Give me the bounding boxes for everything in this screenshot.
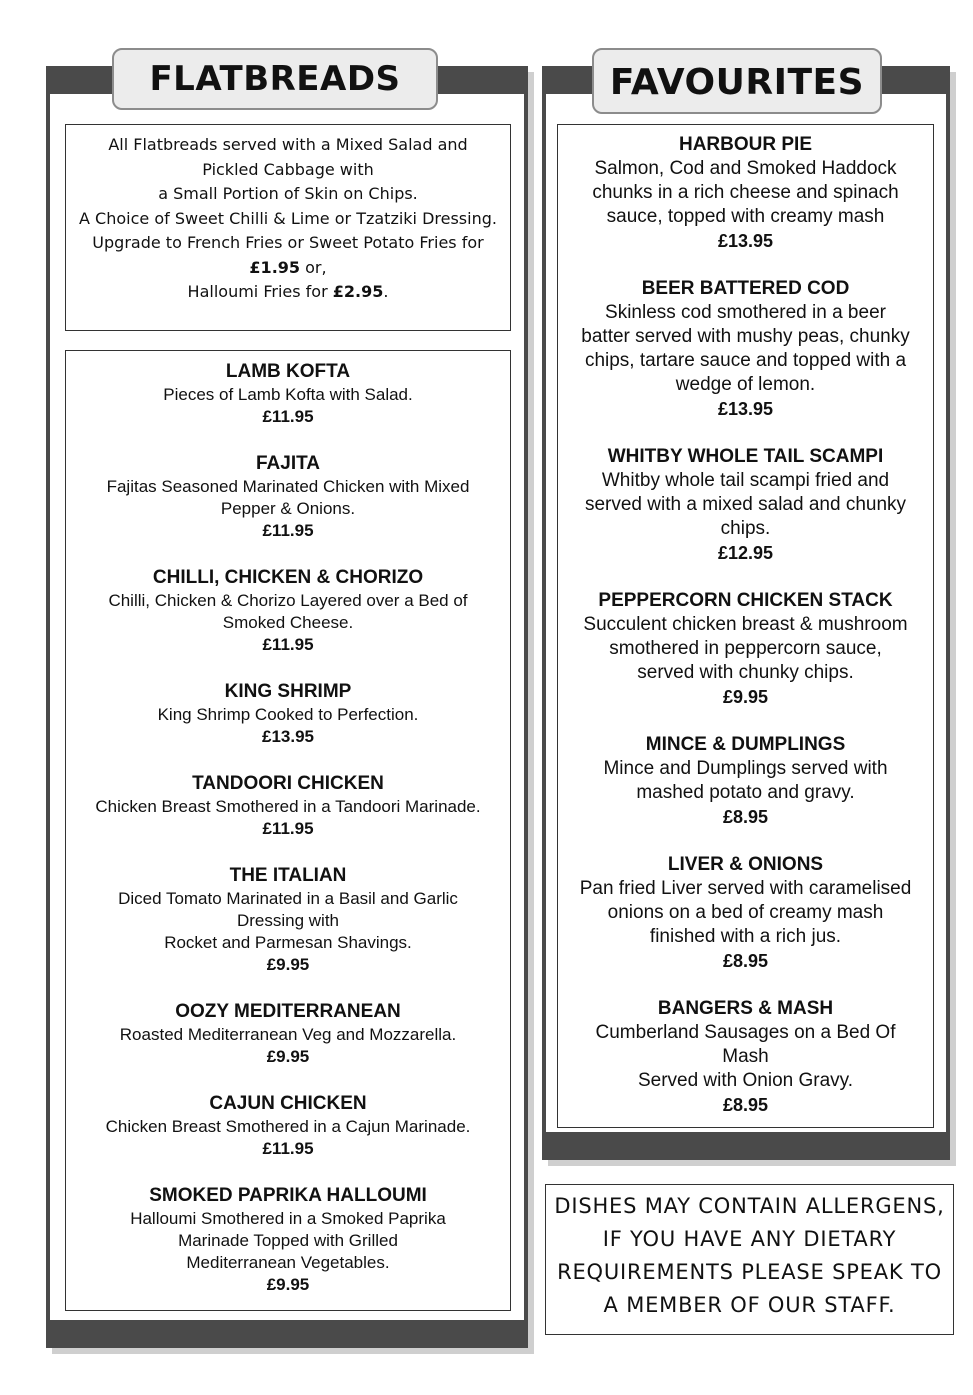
item-description: Dressing with (236, 911, 340, 930)
item-price: £9.95 (266, 955, 310, 974)
allergen-line: REQUIREMENTS PLEASE SPEAK TO (557, 1260, 942, 1284)
halloumi-fries-price: £2.95 (332, 282, 384, 301)
item-description: wedge of lemon. (675, 374, 816, 395)
item-description: Skinless cod smothered in a beer (605, 302, 886, 323)
item-description: onions on a bed of creamy mash (607, 902, 884, 923)
favourites-items-box (557, 124, 934, 1128)
menu-item (558, 733, 933, 829)
item-name: HARBOUR PIE (678, 134, 812, 155)
item-name: PEPPERCORN CHICKEN STACK (598, 590, 893, 611)
menu-item (66, 360, 510, 428)
item-name: KING SHRIMP (224, 681, 352, 702)
panel-shadow (548, 1160, 956, 1166)
menu-item (66, 566, 510, 656)
item-price: £11.95 (262, 819, 314, 838)
item-price: £13.95 (717, 231, 774, 251)
item-description: Smoked Cheese. (222, 613, 354, 632)
item-description: Chilli, Chicken & Chorizo Layered over a Bed of (108, 591, 468, 610)
item-description: chunks in a rich cheese and spinach (592, 182, 899, 203)
item-description: smothered in peppercorn sauce, (609, 638, 882, 659)
item-description: sauce, topped with creamy mash (606, 206, 885, 227)
allergen-line: IF YOU HAVE ANY DIETARY (602, 1227, 897, 1251)
item-name: BEER BATTERED COD (641, 278, 850, 299)
item-description: Pan fried Liver served with caramelised (579, 878, 912, 899)
menu-item (66, 680, 510, 748)
item-name: SMOKED PAPRIKA HALLOUMI (149, 1185, 427, 1206)
panel-footer-bar (46, 1320, 528, 1348)
menu-item (66, 452, 510, 542)
flatbreads-intro-box (65, 124, 511, 331)
item-description: Rocket and Parmesan Shavings. (164, 933, 412, 952)
panel-shadow (950, 72, 956, 1166)
item-description: Mince and Dumplings served with (603, 758, 888, 779)
item-price: £13.95 (262, 727, 314, 746)
item-name: CAJUN CHICKEN (209, 1093, 367, 1114)
allergen-line: DISHES MAY CONTAIN ALLERGENS, (554, 1194, 945, 1218)
panel-edge (524, 66, 528, 1348)
item-name: WHITBY WHOLE TAIL SCAMPI (607, 446, 884, 467)
allergen-line: A MEMBER OF OUR STAFF. (603, 1293, 896, 1317)
item-description: Roasted Mediterranean Veg and Mozzarella. (119, 1025, 457, 1044)
item-price: £11.95 (262, 635, 314, 654)
menu-item (558, 445, 933, 565)
flatbreads-intro (66, 125, 510, 305)
panel-edge (46, 66, 50, 1348)
intro-line: a Small Portion of Skin on Chips. (158, 184, 418, 203)
item-description: Halloumi Smothered in a Smoked Paprika (130, 1209, 446, 1228)
flatbreads-items-box (65, 350, 511, 1311)
item-name: TANDOORI CHICKEN (192, 773, 384, 794)
item-description: Pepper & Onions. (220, 499, 356, 518)
menu-item (66, 772, 510, 840)
item-description: batter served with mushy peas, chunky (581, 326, 910, 347)
item-description: served with chunky chips. (637, 662, 854, 683)
intro-line (66, 256, 510, 281)
intro-text: or, (300, 257, 327, 277)
menu-item (558, 277, 933, 421)
item-description: Chicken Breast Smothered in a Cajun Marinade. (105, 1117, 471, 1136)
item-description: Succulent chicken breast & mushroom (583, 614, 908, 635)
item-description: served with a mixed salad and chunky (584, 494, 907, 515)
item-price: £12.95 (717, 543, 774, 563)
menu-item (558, 997, 933, 1117)
item-description: Pieces of Lamb Kofta with Salad. (163, 385, 413, 404)
item-description: Mash (722, 1046, 769, 1067)
intro-line: A Choice of Sweet Chilli & Lime or Tzatziki Dressing. (79, 208, 497, 228)
menu-item (66, 1000, 510, 1068)
intro-line: Pickled Cabbage with (202, 159, 374, 179)
flatbreads-item-list (66, 360, 510, 1296)
item-description: finished with a rich jus. (649, 926, 842, 947)
item-name: CHILLI, CHICKEN & CHORIZO (152, 567, 424, 588)
item-price: £9.95 (722, 687, 769, 707)
item-description: Mediterranean Vegetables. (186, 1253, 390, 1272)
favourites-item-list (558, 133, 933, 1117)
intro-text: Halloumi Fries for (187, 282, 333, 301)
item-price: £9.95 (266, 1275, 310, 1294)
item-price: £8.95 (722, 951, 769, 971)
item-name: LAMB KOFTA (225, 361, 351, 382)
item-description: King Shrimp Cooked to Perfection. (157, 705, 419, 724)
item-description: chips, tartare sauce and topped with a (584, 350, 907, 371)
upgrade-price: £1.95 (249, 257, 301, 277)
intro-line: All Flatbreads served with a Mixed Salad and (108, 135, 468, 154)
intro-text: . (383, 282, 389, 301)
item-description: Whitby whole tail scampi fried and (601, 470, 890, 491)
item-description: Fajitas Seasoned Marinated Chicken with Mixed (106, 477, 470, 496)
item-description: Marinade Topped with Grilled (178, 1231, 398, 1250)
item-name: OOZY MEDITERRANEAN (175, 1001, 401, 1022)
item-price: £8.95 (722, 1095, 769, 1115)
item-description: Cumberland Sausages on a Bed Of (595, 1022, 896, 1043)
item-price: £13.95 (717, 399, 774, 419)
item-price: £11.95 (262, 407, 314, 426)
panel-shadow (52, 1348, 534, 1354)
favourites-title: FAVOURITES (592, 48, 882, 114)
item-description: Served with Onion Gravy. (637, 1070, 854, 1091)
item-price: £9.95 (266, 1047, 310, 1066)
menu-item (558, 853, 933, 973)
item-name: LIVER & ONIONS (667, 854, 824, 875)
item-price: £8.95 (722, 807, 769, 827)
flatbreads-title: FLATBREADS (112, 48, 438, 110)
item-description: chips. (720, 518, 771, 539)
item-name: BANGERS & MASH (657, 998, 834, 1019)
item-price: £11.95 (262, 521, 314, 540)
item-description: Salmon, Cod and Smoked Haddock (594, 158, 897, 179)
allergen-notice (545, 1184, 954, 1335)
panel-edge (542, 66, 546, 1160)
panel-footer-bar (542, 1132, 950, 1160)
menu-item (558, 589, 933, 709)
item-description: mashed potato and gravy. (636, 782, 855, 803)
menu-item (66, 864, 510, 976)
item-name: THE ITALIAN (229, 865, 347, 886)
item-description: Diced Tomato Marinated in a Basil and Garlic (118, 889, 458, 908)
menu-item (66, 1092, 510, 1160)
item-description: Chicken Breast Smothered in a Tandoori Marinade. (95, 797, 481, 816)
intro-line (66, 280, 510, 305)
panel-edge (946, 66, 950, 1160)
panel-shadow (528, 72, 534, 1354)
item-price: £11.95 (262, 1139, 314, 1158)
menu-item (66, 1184, 510, 1296)
menu-item (558, 133, 933, 253)
intro-line: Upgrade to French Fries or Sweet Potato Fries for (92, 233, 484, 252)
item-name: MINCE & DUMPLINGS (645, 734, 846, 755)
item-name: FAJITA (255, 453, 321, 474)
